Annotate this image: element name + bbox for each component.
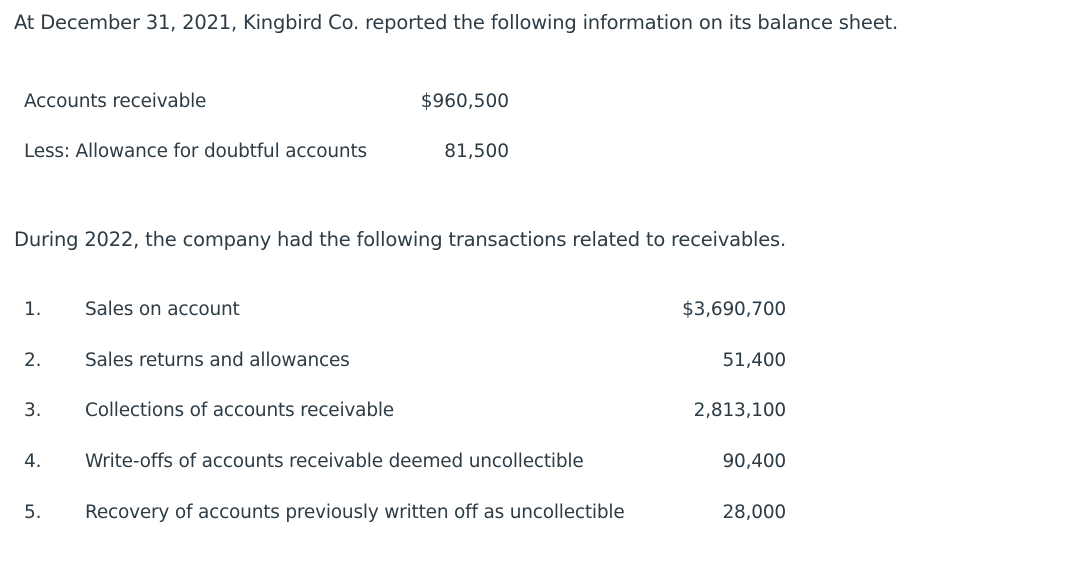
transaction-description: Sales returns and allowances — [85, 349, 350, 371]
intro-text: At December 31, 2021, Kingbird Co. reported the following information on its balance sheet. — [14, 11, 898, 34]
balance-label: Accounts receivable — [24, 90, 207, 112]
transactions-intro-text: During 2022, the company had the following transactions related to receivables. — [14, 228, 787, 251]
transaction-amount: 2,813,100 — [693, 400, 786, 422]
table-row — [24, 284, 786, 335]
table-row — [24, 126, 509, 176]
transaction-amount: 51,400 — [722, 349, 786, 371]
table-row — [24, 386, 786, 437]
transaction-description: Write-offs of accounts receivable deemed uncollectible — [85, 451, 584, 473]
transaction-description: Recovery of accounts previously written off as uncollectible — [85, 502, 625, 524]
table-row — [24, 436, 786, 487]
transaction-amount: 28,000 — [722, 502, 786, 524]
table-row — [24, 335, 786, 386]
transactions-table — [24, 284, 786, 538]
transaction-number: 5. — [24, 502, 42, 524]
transaction-amount: 90,400 — [722, 451, 786, 473]
table-row — [24, 76, 509, 126]
transaction-number: 1. — [24, 298, 42, 320]
transaction-number: 3. — [24, 400, 42, 422]
table-row — [24, 487, 786, 538]
transaction-description: Collections of accounts receivable — [85, 400, 394, 422]
balance-sheet-table — [24, 76, 509, 176]
transaction-amount: $3,690,700 — [682, 298, 786, 320]
balance-value: $960,500 — [420, 90, 509, 112]
balance-label: Less: Allowance for doubtful accounts — [24, 140, 367, 162]
transaction-description: Sales on account — [85, 298, 240, 320]
transaction-number: 4. — [24, 451, 42, 473]
transaction-number: 2. — [24, 349, 42, 371]
balance-value: 81,500 — [444, 140, 509, 162]
